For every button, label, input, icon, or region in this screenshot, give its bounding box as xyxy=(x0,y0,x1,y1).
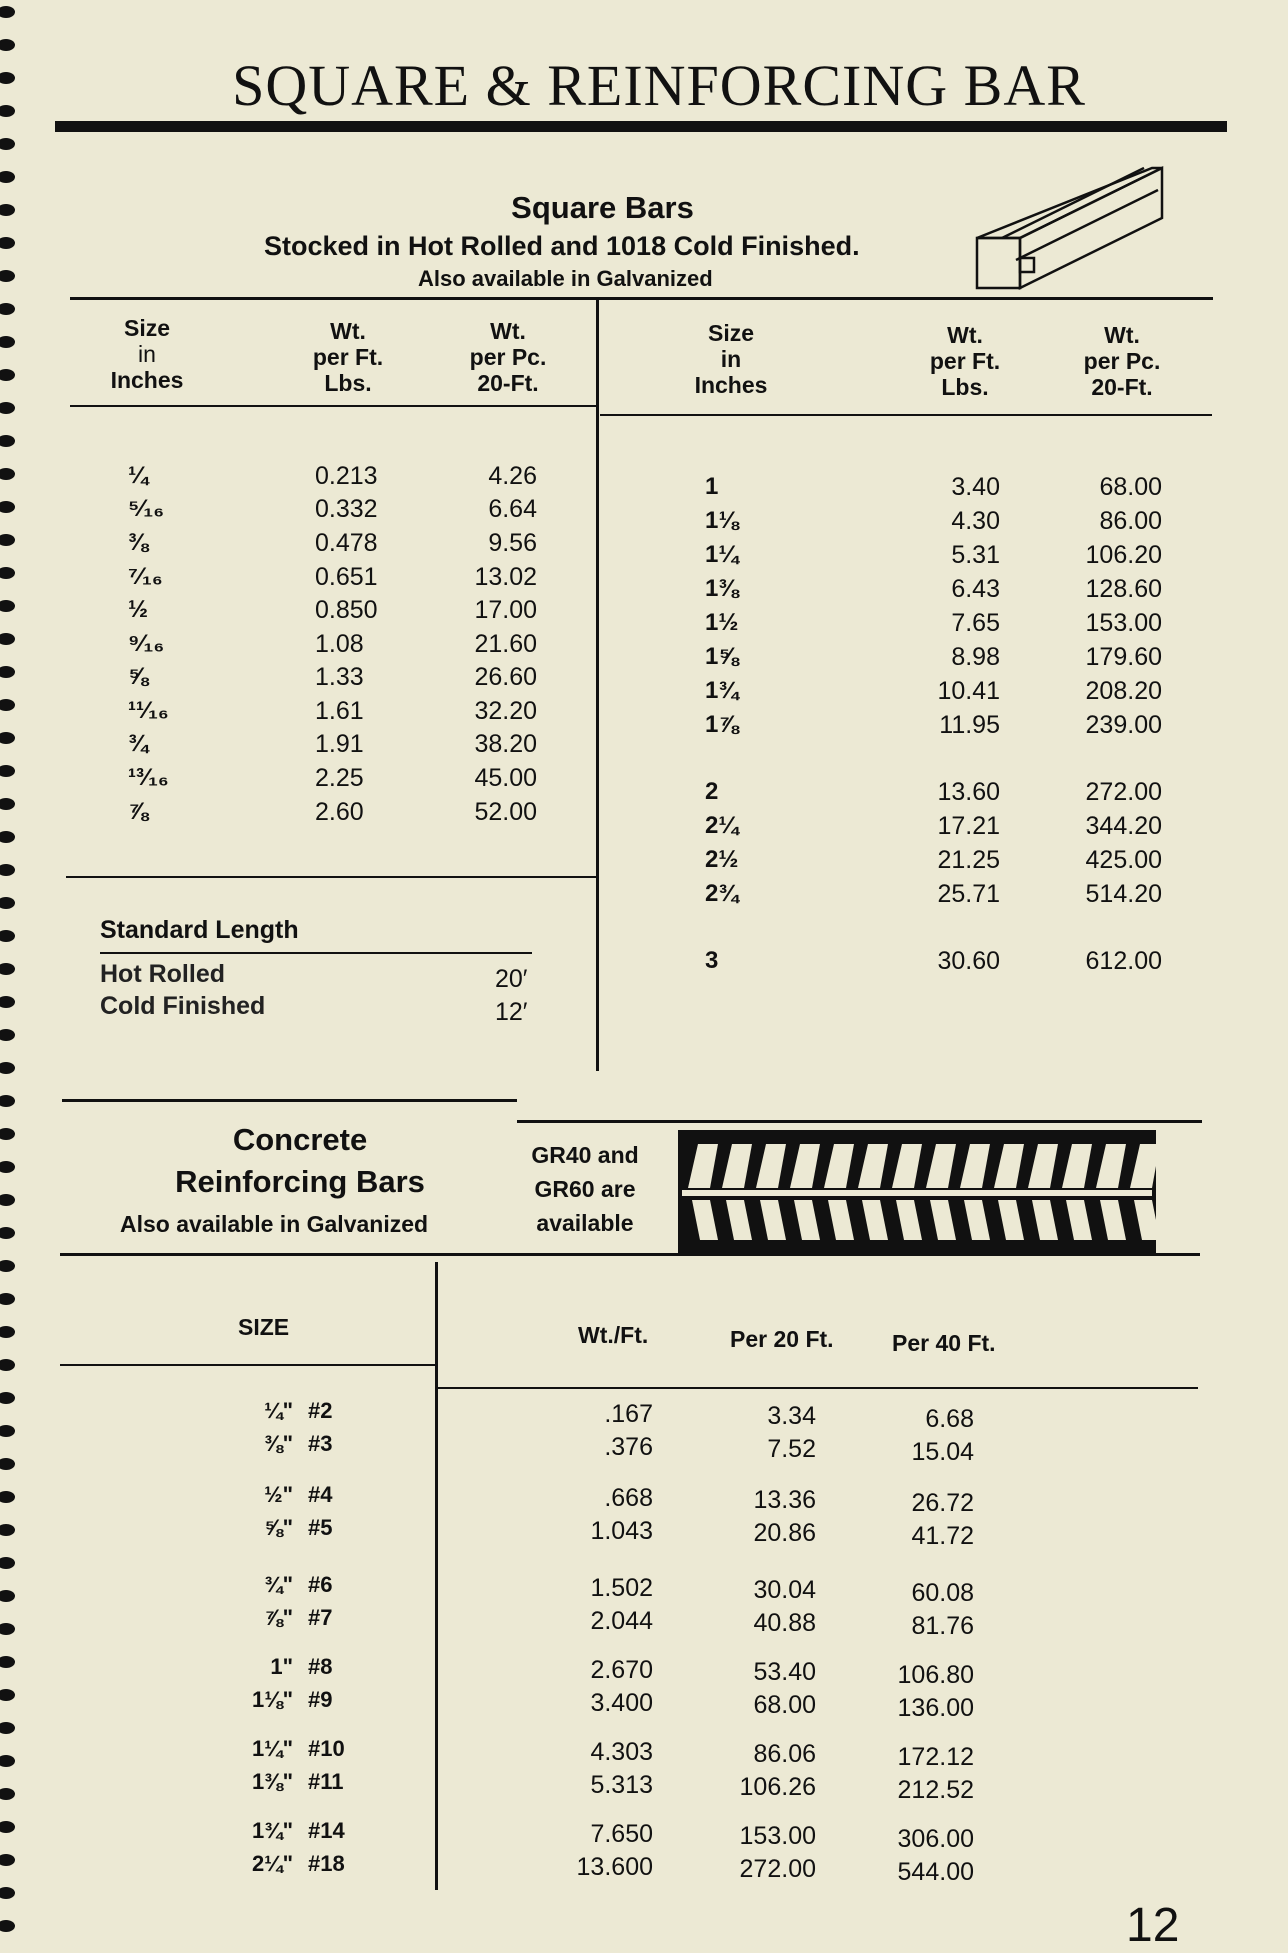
sq-left-wt-pc: 9.56 xyxy=(488,529,537,557)
sq-right-size: 3 xyxy=(705,947,719,974)
sq-right-wt-ft: 7.65 xyxy=(951,609,1000,637)
sq-left-size: ⁹⁄₁₆ xyxy=(128,630,165,657)
rebar-per-40: 106.80 xyxy=(897,1661,974,1689)
square-column-divider xyxy=(596,299,599,1071)
rebar-size-inch: ½" xyxy=(264,1482,293,1507)
rebar-per-20: 106.26 xyxy=(739,1773,816,1801)
rebar-size-inch: ¼" xyxy=(264,1398,293,1423)
rebar-header-bottom-rule-left xyxy=(60,1364,438,1366)
sq-right-wt-ft: 30.60 xyxy=(937,947,1000,975)
sq-right-wt-pc: 514.20 xyxy=(1085,880,1162,908)
sq-right-wt-pc: 153.00 xyxy=(1085,609,1162,637)
sq-left-wt-pc: 45.00 xyxy=(474,764,537,792)
sq-left-wt-pc: 17.00 xyxy=(474,596,537,624)
square-table-top-rule xyxy=(70,297,1213,300)
rebar-size-number: #2 xyxy=(308,1398,333,1423)
sq-left-wt-pc: 13.02 xyxy=(474,563,537,591)
sq-right-wt-pc: 86.00 xyxy=(1099,507,1162,535)
square-bars-heading: Square Bars xyxy=(511,190,694,225)
sq-left-size: ½ xyxy=(128,596,149,623)
sq-right-col-size-header: Size in Inches xyxy=(694,320,768,398)
sq-right-wt-pc: 239.00 xyxy=(1085,711,1162,739)
sq-left-wt-pc: 52.00 xyxy=(474,798,537,826)
rebar-per-40: 172.12 xyxy=(897,1743,974,1771)
sq-left-wt-pc: 32.20 xyxy=(474,697,537,725)
sq-right-wt-ft: 6.43 xyxy=(951,575,1000,603)
rebar-per-40: 136.00 xyxy=(897,1694,974,1722)
sq-right-size: 1⅛ xyxy=(705,507,739,534)
sq-left-size: ⁵⁄₁₆ xyxy=(128,495,165,522)
rebar-size-inch: 1¾" xyxy=(251,1818,293,1843)
sq-right-wt-pc: 344.20 xyxy=(1085,812,1162,840)
sq-right-size: 2 xyxy=(705,778,719,805)
sq-left-col-wtft-header: Wt. per Ft. Lbs. xyxy=(312,318,384,396)
sq-right-size: 2½ xyxy=(705,846,739,873)
sq-right-wt-pc: 425.00 xyxy=(1085,846,1162,874)
standard-length-heading: Standard Length xyxy=(100,916,299,944)
rebar-per-40: 26.72 xyxy=(911,1489,974,1517)
rebar-per-20: 3.34 xyxy=(767,1402,816,1430)
rebar-per-40: 6.68 xyxy=(925,1405,974,1433)
sq-left-wt-ft: 0.478 xyxy=(315,529,378,557)
cold-finished-value: 12′ xyxy=(495,998,528,1026)
rebar-per-20: 30.04 xyxy=(753,1576,816,1604)
sq-right-wt-pc: 106.20 xyxy=(1085,541,1162,569)
sq-right-size: 2¼ xyxy=(705,812,739,839)
hot-rolled-value: 20′ xyxy=(495,965,528,993)
hot-rolled-label: Hot Rolled xyxy=(100,960,225,988)
rebar-per-20: 13.36 xyxy=(753,1486,816,1514)
square-bars-subheading: Stocked in Hot Rolled and 1018 Cold Finished. xyxy=(264,231,860,261)
rebar-wt-ft: 2.044 xyxy=(590,1607,653,1635)
sq-left-col-size-header: Size in Inches xyxy=(110,315,184,393)
sq-right-wt-ft: 21.25 xyxy=(937,846,1000,874)
sq-left-wt-pc: 21.60 xyxy=(474,630,537,658)
rebar-size-inch: 1⅜" xyxy=(251,1769,293,1794)
sq-right-wt-pc: 272.00 xyxy=(1085,778,1162,806)
sq-left-size: ⅜ xyxy=(128,529,149,556)
sq-right-size: 2¾ xyxy=(705,880,739,907)
sq-left-wt-pc: 4.26 xyxy=(488,462,537,490)
rebar-per-40: 60.08 xyxy=(911,1579,974,1607)
rebar-size-number: #4 xyxy=(308,1482,333,1507)
sq-right-size: 1 xyxy=(705,473,719,500)
rebar-col-wtft-header: Wt./Ft. xyxy=(578,1322,649,1348)
rebar-per-20: 20.86 xyxy=(753,1519,816,1547)
rebar-col-per40-header: Per 40 Ft. xyxy=(892,1330,996,1356)
rebar-header-top-rule xyxy=(60,1253,1200,1256)
rebar-per-20: 7.52 xyxy=(767,1435,816,1463)
rebar-wt-ft: 7.650 xyxy=(590,1820,653,1848)
rebar-per-40: 81.76 xyxy=(911,1612,974,1640)
rebar-wt-ft: 1.043 xyxy=(590,1517,653,1545)
rebar-wt-ft: .668 xyxy=(604,1484,653,1512)
sq-right-size: 1⅜ xyxy=(705,575,739,602)
rebar-size-number: #6 xyxy=(308,1572,333,1597)
rebar-wt-ft: 1.502 xyxy=(590,1574,653,1602)
rebar-size-inch: ⅝" xyxy=(264,1515,293,1540)
page-number: 12 xyxy=(1126,1899,1180,1952)
rebar-size-inch: 1⅛" xyxy=(251,1687,293,1712)
title-rule xyxy=(55,121,1227,132)
standard-length-rule xyxy=(100,952,532,954)
rebar-size-number: #11 xyxy=(308,1769,344,1794)
rebar-size-number: #9 xyxy=(308,1687,333,1712)
rebar-col-size-header: SIZE xyxy=(238,1314,290,1340)
sq-right-wt-pc: 128.60 xyxy=(1085,575,1162,603)
rebar-size-inch: ⅞" xyxy=(264,1605,293,1630)
sq-right-col-wtft-header: Wt. per Ft. Lbs. xyxy=(929,322,1001,400)
sq-left-wt-pc: 38.20 xyxy=(474,730,537,758)
rebar-per-20: 272.00 xyxy=(739,1855,816,1883)
sq-right-wt-ft: 4.30 xyxy=(951,507,1000,535)
sq-left-wt-ft: 2.60 xyxy=(315,798,364,826)
rebar-size-divider xyxy=(435,1262,438,1890)
rebar-size-number: #3 xyxy=(308,1431,333,1456)
rebar-wt-ft: .167 xyxy=(604,1400,653,1428)
rebar-wt-ft: 5.313 xyxy=(590,1771,653,1799)
sq-left-wt-ft: 0.651 xyxy=(315,563,378,591)
rebar-per-40: 15.04 xyxy=(911,1438,974,1466)
rebar-size-inch: 1¼" xyxy=(251,1736,293,1761)
rebar-per-20: 40.88 xyxy=(753,1609,816,1637)
square-left-bottom-rule xyxy=(66,876,596,878)
page-title: SQUARE & REINFORCING BAR xyxy=(232,53,1086,118)
sq-left-wt-ft: 1.91 xyxy=(315,730,364,758)
cold-finished-label: Cold Finished xyxy=(100,992,266,1020)
sq-left-size: ⁷⁄₁₆ xyxy=(128,563,163,590)
sq-left-size: ⅞ xyxy=(128,798,149,825)
rebar-wt-ft: 2.670 xyxy=(590,1656,653,1684)
rebar-size-number: #8 xyxy=(308,1654,333,1679)
rebar-per-40: 306.00 xyxy=(897,1825,974,1853)
rebar-size-inch: ⅜" xyxy=(264,1431,293,1456)
rebar-top-rule-left xyxy=(62,1099,517,1102)
sq-left-wt-ft: 2.25 xyxy=(315,764,364,792)
sq-right-wt-pc: 68.00 xyxy=(1099,473,1162,501)
square-bar-illustration xyxy=(972,160,1172,295)
rebar-size-number: #5 xyxy=(308,1515,333,1540)
rebar-per-40: 212.52 xyxy=(897,1776,974,1804)
sq-right-wt-ft: 10.41 xyxy=(937,677,1000,705)
sq-right-wt-ft: 13.60 xyxy=(937,778,1000,806)
sq-left-wt-pc: 6.64 xyxy=(488,495,537,523)
sq-left-size: ¾ xyxy=(128,730,149,757)
sq-left-wt-ft: 1.61 xyxy=(315,697,364,725)
sq-right-wt-pc: 179.60 xyxy=(1085,643,1162,671)
square-header-rule-right xyxy=(600,414,1212,416)
rebar-top-rule-right xyxy=(517,1120,1202,1123)
rebar-heading-line2: Reinforcing Bars xyxy=(175,1164,425,1199)
sq-left-wt-pc: 26.60 xyxy=(474,663,537,691)
sq-left-wt-ft: 1.08 xyxy=(315,630,364,658)
rebar-per-20: 68.00 xyxy=(753,1691,816,1719)
rebar-per-40: 41.72 xyxy=(911,1522,974,1550)
sq-left-wt-ft: 0.850 xyxy=(315,596,378,624)
square-header-rule-left xyxy=(70,405,598,407)
grade-line1: GR40 and xyxy=(531,1142,639,1168)
rebar-per-20: 53.40 xyxy=(753,1658,816,1686)
sq-right-wt-ft: 11.95 xyxy=(939,711,1000,739)
sq-right-wt-ft: 17.21 xyxy=(937,812,1000,840)
sq-left-size: ¹³⁄₁₆ xyxy=(128,764,169,791)
rebar-size-number: #7 xyxy=(308,1605,333,1630)
rebar-wt-ft: 4.303 xyxy=(590,1738,653,1766)
sq-right-size: 1¼ xyxy=(705,541,739,568)
rebar-per-40: 544.00 xyxy=(897,1858,974,1886)
sq-right-wt-pc: 612.00 xyxy=(1085,947,1162,975)
rebar-size-number: #14 xyxy=(308,1818,345,1843)
sq-right-wt-ft: 5.31 xyxy=(951,541,1000,569)
sq-left-wt-ft: 1.33 xyxy=(315,663,364,691)
sq-left-size: ¼ xyxy=(128,462,149,489)
rebar-wt-ft: .376 xyxy=(604,1433,653,1461)
sq-right-size: 1½ xyxy=(705,609,739,636)
sq-left-size: ¹¹⁄₁₆ xyxy=(128,697,169,724)
sq-right-size: 1⅞ xyxy=(705,711,739,738)
sq-right-wt-ft: 8.98 xyxy=(951,643,1000,671)
rebar-heading-line1: Concrete xyxy=(232,1122,368,1157)
rebar-header-bottom-rule-right xyxy=(438,1387,1198,1389)
rebar-per-20: 86.06 xyxy=(753,1740,816,1768)
rebar-size-number: #10 xyxy=(308,1736,345,1761)
rebar-per-20: 153.00 xyxy=(739,1822,816,1850)
grade-line2: GR60 are xyxy=(534,1176,636,1202)
rebar-col-per20-header: Per 20 Ft. xyxy=(730,1326,834,1352)
rebar-size-inch: ¾" xyxy=(264,1572,293,1597)
spiral-binding xyxy=(0,0,30,1936)
sq-left-size: ⅝ xyxy=(128,663,149,690)
sq-right-size: 1⅝ xyxy=(705,643,739,670)
sq-right-wt-ft: 25.71 xyxy=(937,880,1000,908)
rebar-illustration xyxy=(678,1130,1158,1255)
sq-left-wt-ft: 0.213 xyxy=(315,462,378,490)
sq-left-col-wtpc-header: Wt. per Pc. 20-Ft. xyxy=(469,318,547,396)
rebar-size-inch: 2¼" xyxy=(251,1851,293,1876)
grade-line3: available xyxy=(536,1210,634,1236)
rebar-size-inch: 1" xyxy=(270,1654,293,1679)
rebar-wt-ft: 3.400 xyxy=(590,1689,653,1717)
rebar-size-number: #18 xyxy=(308,1851,345,1876)
rebar-wt-ft: 13.600 xyxy=(576,1853,653,1881)
square-bars-note: Also available in Galvanized xyxy=(418,266,713,291)
sq-left-wt-ft: 0.332 xyxy=(315,495,378,523)
sq-right-wt-ft: 3.40 xyxy=(951,473,1000,501)
sq-right-size: 1¾ xyxy=(705,677,739,704)
rebar-note: Also available in Galvanized xyxy=(120,1211,429,1237)
sq-right-col-wtpc-header: Wt. per Pc. 20-Ft. xyxy=(1083,322,1161,400)
sq-right-wt-pc: 208.20 xyxy=(1085,677,1162,705)
